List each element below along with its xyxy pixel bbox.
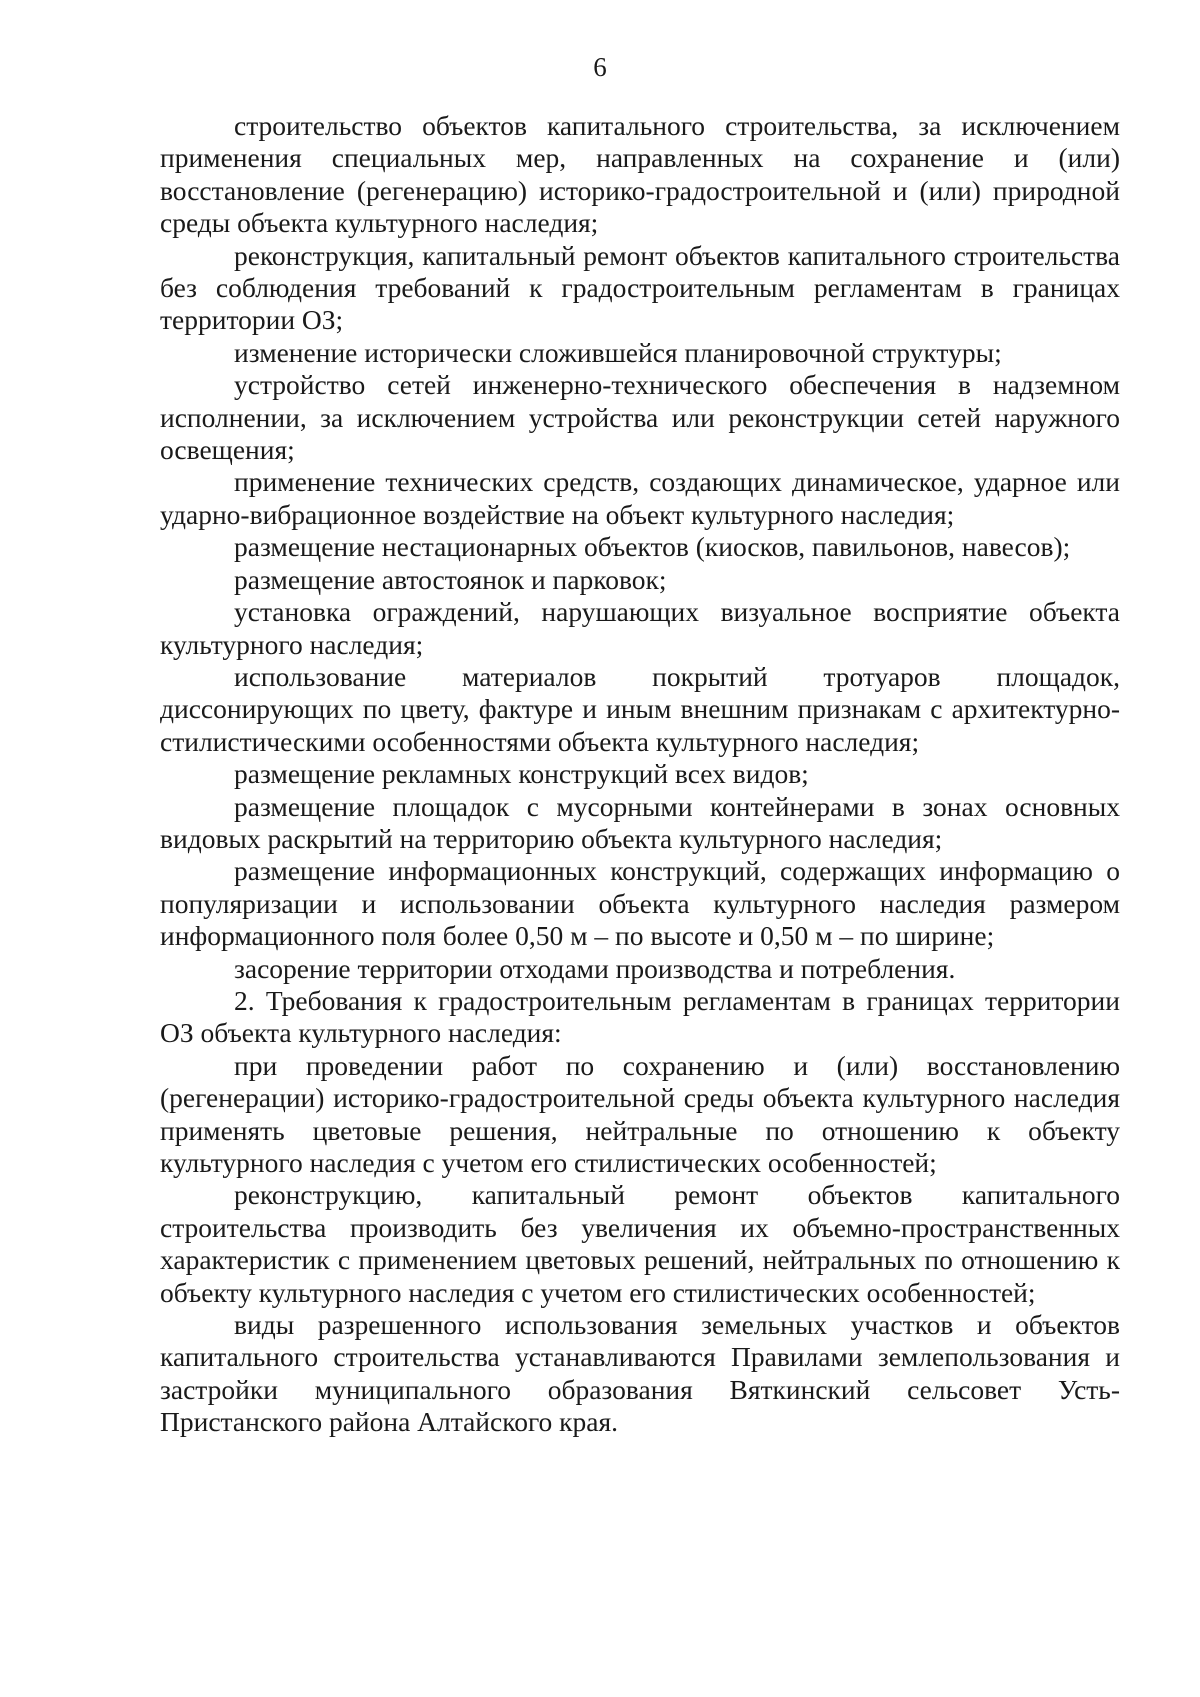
paragraph-permitted-use: виды разрешенного использования земельных участков и объектов капитального строительства устанавливаются Правилами землепользования и застройки муниципального образования Вяткинский сельсовет Усть-Пристанского района Алтайского края. (160, 1309, 1120, 1438)
paragraph-reconstruction-requirements: реконструкцию, капитальный ремонт объектов капитального строительства производить без увеличения их объемно-пространственных характеристик с применением цветовых решений, нейтральных по отношению к объекту культурного наследия с учетом его стилистических особенностей; (160, 1179, 1120, 1308)
paragraph-kiosks: размещение нестационарных объектов (киосков, павильонов, навесов); (234, 531, 1071, 563)
page-number: 6 (593, 52, 607, 82)
paragraph-pavement-materials: использование материалов покрытий тротуаров площадок, диссонирующих по цвету, фактуре и иным внешним признакам с архитектурно-стилистическими особенностями объекта культурного наследия; (160, 660, 1120, 757)
document-body (160, 110, 1120, 1439)
paragraph-planning-structure: изменение исторически сложившейся планировочной структуры; (234, 336, 1002, 368)
paragraph-littering: засорение территории отходами производства и потребления. (234, 952, 956, 984)
paragraph-engineering-networks: устройство сетей инженерно-технического обеспечения в надземном исполнении, за исключением устройства или реконструкции сетей наружного освещения; (160, 369, 1120, 466)
paragraph-reconstruction-restriction: реконструкция, капитальный ремонт объектов капитального строительства без соблюдения требований к градостроительным регламентам в границах территории ОЗ; (160, 239, 1120, 336)
paragraph-color-solutions: при проведении работ по сохранению и (или) восстановлению (регенерации) историко-градостроительной среды объекта культурного наследия применять цветовые решения, нейтральные по отношению к объекту культурного наследия с учетом его стилистических особенностей; (160, 1049, 1120, 1178)
paragraph-information-structures: размещение информационных конструкций, содержащих информацию о популяризации и использовании объекта культурного наследия размером информационного поля более 0,50 м – по высоте и 0,50 м – по ширине; (160, 855, 1120, 952)
paragraph-construction-restriction: строительство объектов капитального строительства, за исключением применения специальных мер, направленных на сохранение и (или) восстановление (регенерацию) историко-градостроительной и (или) природной среды объекта культурного наследия; (160, 110, 1120, 239)
paragraph-waste-containers: размещение площадок с мусорными контейнерами в зонах основных видовых раскрытий на территорию объекта культурного наследия; (160, 790, 1120, 854)
paragraph-advertising: размещение рекламных конструкций всех видов; (234, 758, 809, 790)
section-heading-requirements: 2. Требования к градостроительным регламентам в границах территории ОЗ объекта культурного наследия: (160, 984, 1120, 1049)
paragraph-parking: размещение автостоянок и парковок; (234, 563, 667, 595)
paragraph-fences: установка ограждений, нарушающих визуальное восприятие объекта культурного наследия; (160, 596, 1120, 660)
paragraph-technical-means: применение технических средств, создающих динамическое, ударное или ударно-вибрационное воздействие на объект культурного наследия; (160, 466, 1120, 530)
